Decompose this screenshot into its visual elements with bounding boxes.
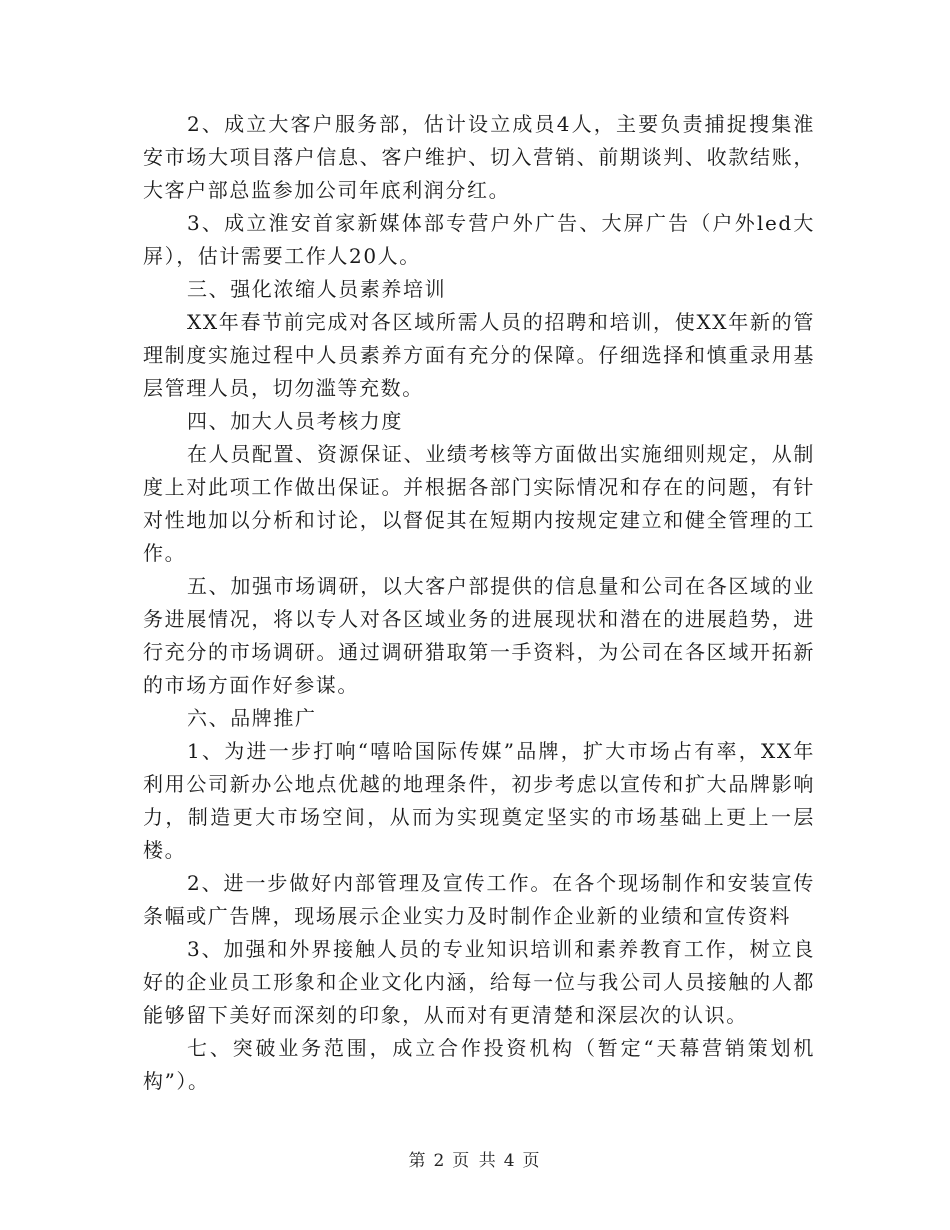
paragraph: XX年春节前完成对各区域所需人员的招聘和培训，使XX年新的管理制度实施过程中人员素养方面有充分的保障。仔细选择和慎重录用基层管理人员，切勿滥等充数。 <box>143 310 815 400</box>
section-heading: 六、品牌推广 <box>187 706 317 730</box>
paragraph: 七、突破业务范围，成立合作投资机构（暂定“天幕营销策划机构”）。 <box>143 1036 815 1093</box>
section-heading: 三、强化浓缩人员素养培训 <box>187 277 447 301</box>
total-pages-number: 4 <box>503 1151 517 1171</box>
footer-middle: 页 共 <box>452 1151 498 1171</box>
paragraph: 1、为进一步打响“嘻哈国际传媒”品牌，扩大市场占有率，XX年利用公司新办公地点优越的地理条件，初步考虑以宣传和扩大品牌影响力，制造更大市场空间，从而为实现奠定坚实的市场基础上更上一层楼。 <box>143 739 815 862</box>
paragraph: 3、加强和外界接触人员的专业知识培训和素养教育工作，树立良好的企业员工形象和企业文化内涵，给每一位与我公司人员接触的人都能够留下美好而深刻的印象，从而对有更清楚和深层次的认识。 <box>143 937 815 1027</box>
paragraph: 2、成立大客户服务部，估计设立成员4人，主要负责捕捉搜集淮安市场大项目落户信息、客户维护、切入营销、前期谈判、收款结账，大客户部总监参加公司年底利润分红。 <box>143 112 815 202</box>
footer-prefix: 第 <box>408 1151 428 1171</box>
paragraph: 2、进一步做好内部管理及宣传工作。在各个现场制作和安装宣传条幅或广告牌，现场展示企业实力及时制作企业新的业绩和宣传资料 <box>143 871 815 928</box>
page-footer <box>0 1146 950 1171</box>
document-body <box>143 108 815 1098</box>
current-page-number: 2 <box>433 1151 447 1171</box>
section-heading: 四、加大人员考核力度 <box>187 409 403 433</box>
paragraph: 3、成立淮安首家新媒体部专营户外广告、大屏广告（户外led大屏），估计需要工作人20人。 <box>143 211 815 268</box>
paragraph: 在人员配置、资源保证、业绩考核等方面做出实施细则规定，从制度上对此项工作做出保证。并根据各部门实际情况和存在的问题，有针对性地加以分析和讨论，以督促其在短期内按规定建立和健全管理的工作。 <box>143 442 815 565</box>
paragraph: 五、加强市场调研，以大客户部提供的信息量和公司在各区域的业务进展情况，将以专人对各区域业务的进展现状和潜在的进展趋势，进行充分的市场调研。通过调研猎取第一手资料，为公司在各区域开拓新的市场方面作好参谋。 <box>143 574 815 697</box>
footer-suffix: 页 <box>522 1151 542 1171</box>
